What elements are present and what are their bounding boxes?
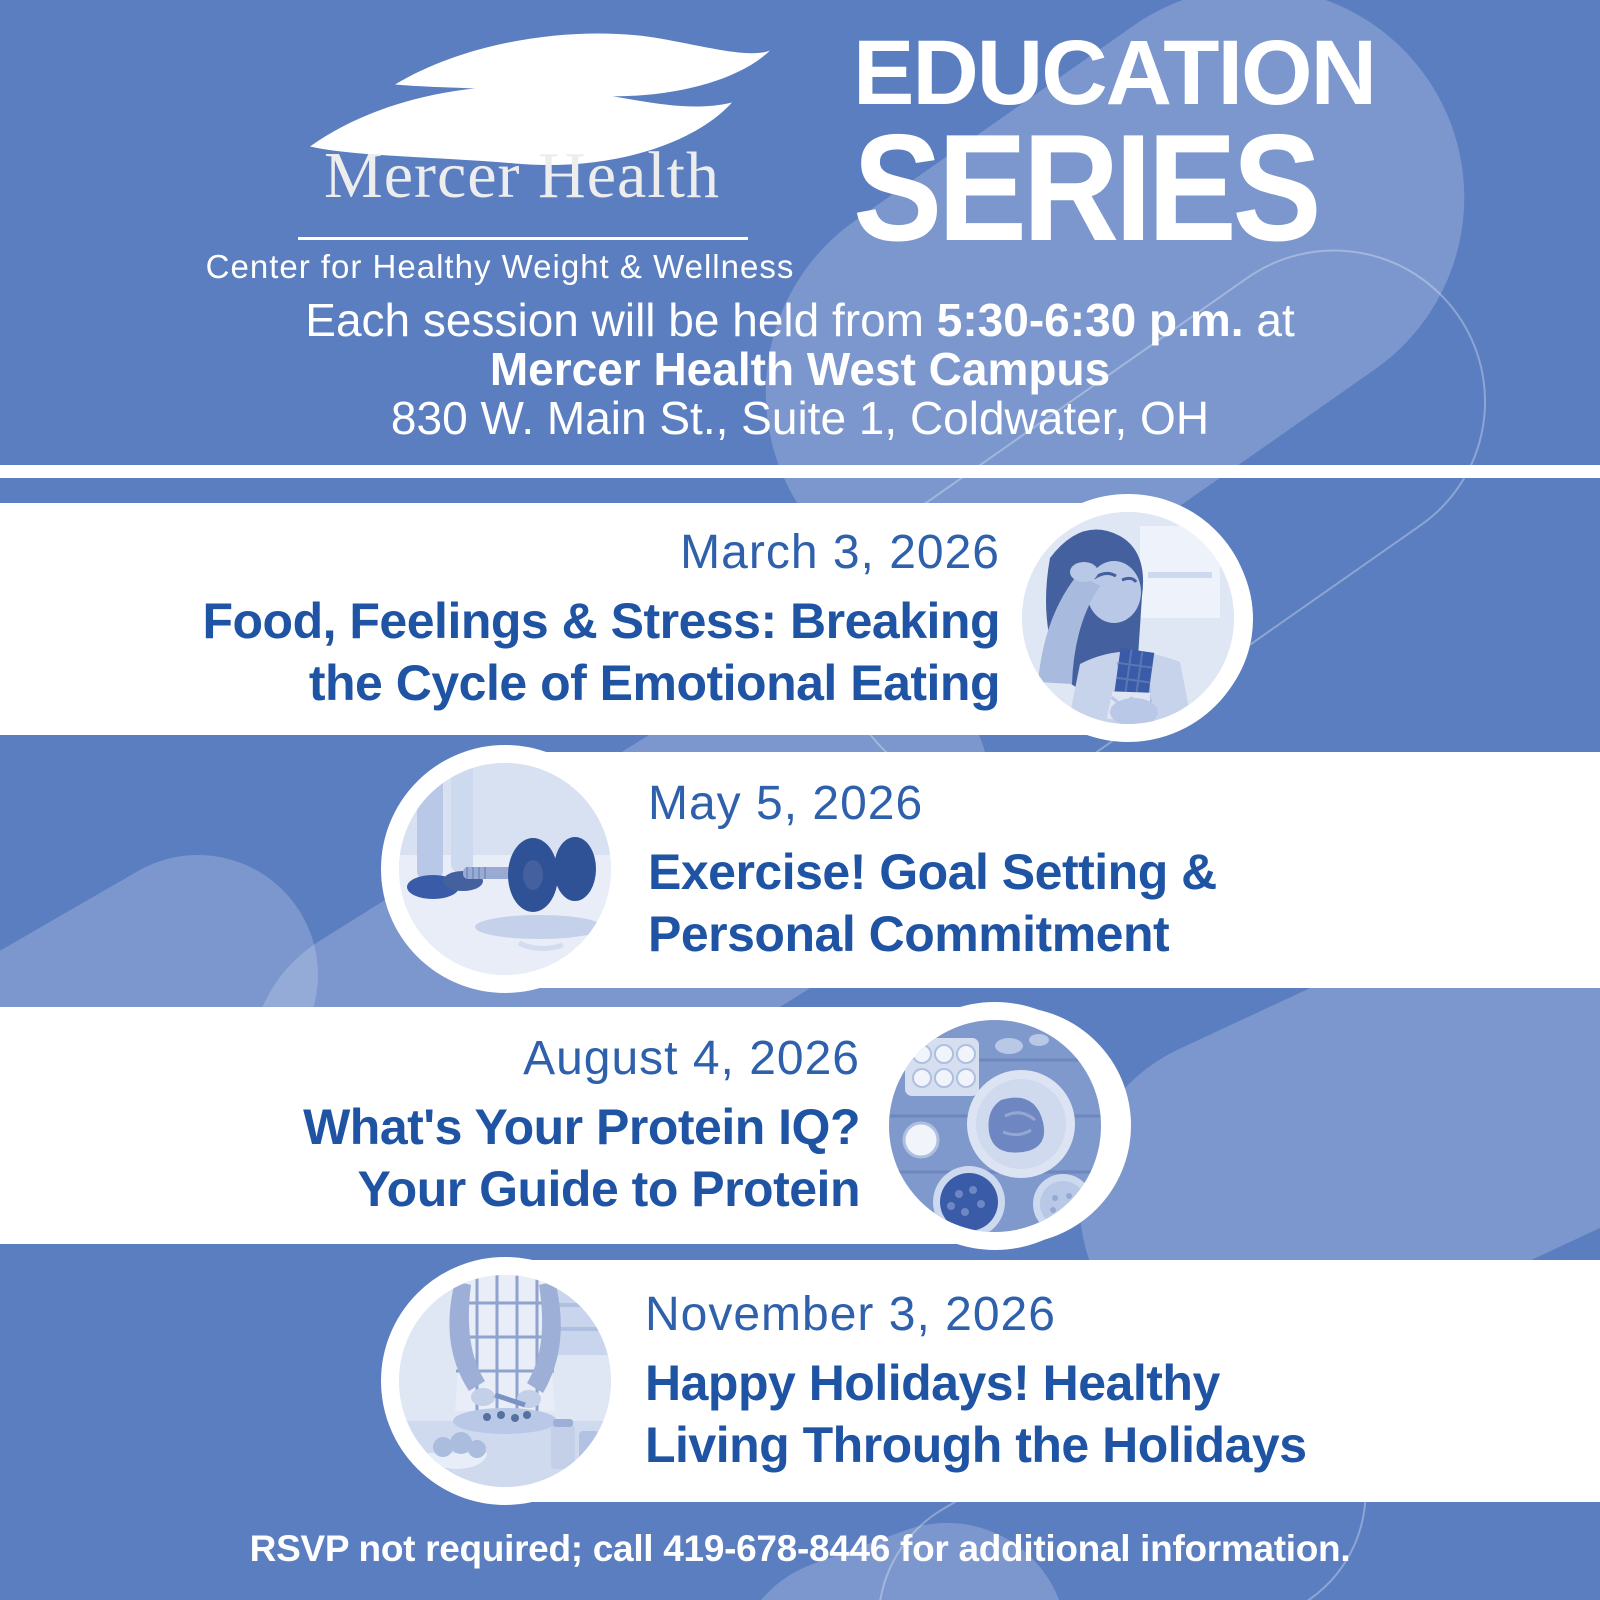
session-text (648, 752, 1570, 988)
session-text (40, 503, 1000, 735)
session-photo-exercise (381, 745, 629, 993)
session-location-name: Mercer Health West Campus (489, 342, 1111, 395)
poster-title-line2: SERIES (853, 103, 1318, 273)
session-title: Exercise! Goal Setting & Personal Commitment (648, 843, 1217, 962)
session-date: August 4, 2026 (523, 1032, 860, 1085)
session-date: March 3, 2026 (680, 525, 1000, 579)
session-info-line1: Each session will be held from 5:30-6:30 p.m. at (305, 294, 1295, 346)
poster-title-line1: EDUCATION (853, 22, 1376, 124)
rsvp-footer: RSVP not required; call 419-678-8446 for additional information. (249, 1528, 1351, 1569)
session-time: 5:30-6:30 p.m. (936, 294, 1244, 346)
brand-tagline: Center for Healthy Weight & Wellness (205, 248, 795, 285)
session-date: May 5, 2026 (648, 776, 924, 830)
session-text (40, 1007, 860, 1244)
logo-underline (298, 237, 748, 240)
brand-name: Mercer Health (324, 139, 720, 212)
session-title: Food, Feelings & Stress: Breaking the Cycle of Emotional Eating (202, 592, 1000, 711)
session-info (0, 296, 1600, 442)
session-photo-emotional-eating (1004, 494, 1252, 742)
session-photo-holiday-cooking (381, 1257, 629, 1505)
session-title: Happy Holidays! Healthy Living Through the Holidays (645, 1354, 1307, 1473)
session-photo-protein-foods (871, 1002, 1119, 1250)
session-date: November 3, 2026 (645, 1287, 1056, 1341)
session-text (645, 1260, 1580, 1502)
session-title: What's Your Protein IQ? Your Guide to Protein (303, 1099, 860, 1217)
session-location-address: 830 W. Main St., Suite 1, Coldwater, OH (390, 391, 1210, 444)
divider-line (0, 465, 1600, 478)
